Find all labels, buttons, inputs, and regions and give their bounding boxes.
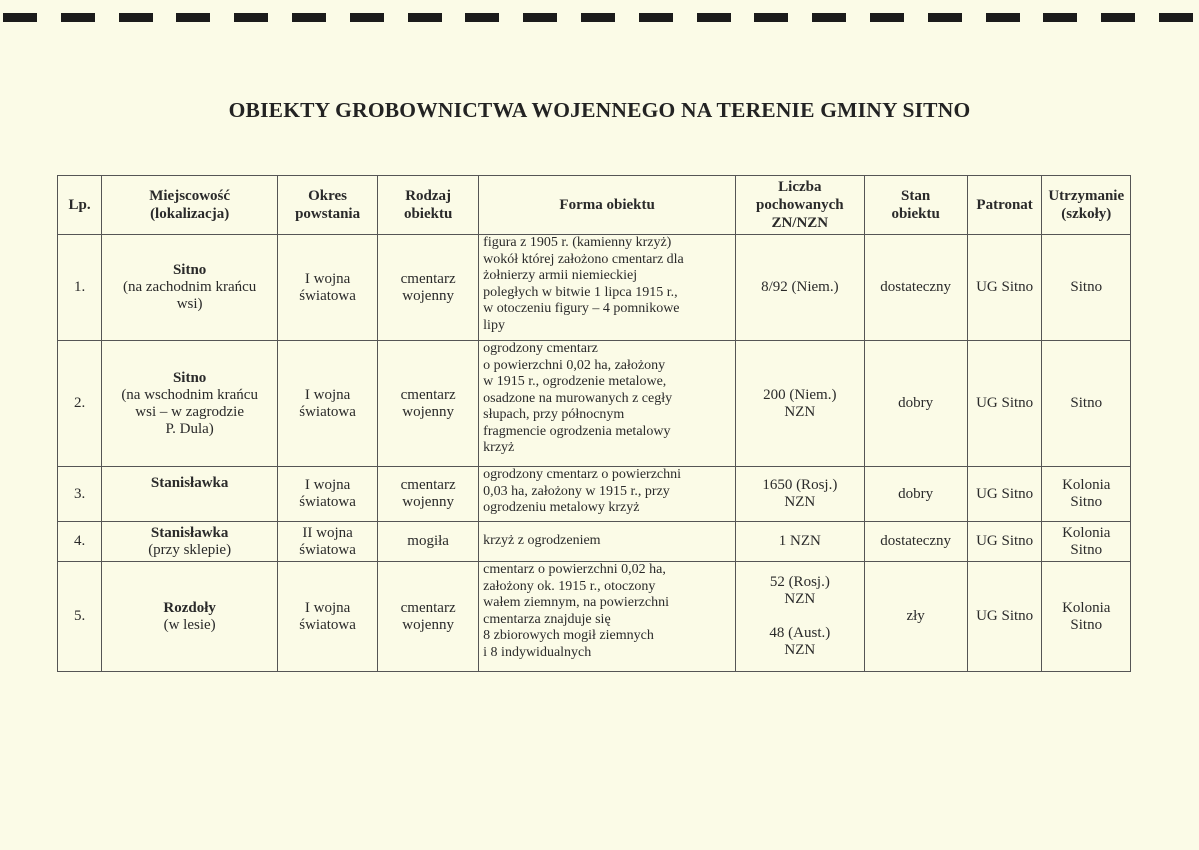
cell-lp: 5. xyxy=(58,562,102,672)
binding-hole xyxy=(119,13,153,22)
cell-lp: 3. xyxy=(58,467,102,522)
cell-stan: zły xyxy=(864,562,967,672)
cell-okres: I wojna światowa xyxy=(278,235,378,341)
binding-hole xyxy=(581,13,615,22)
header-miejscowosc: Miejscowość (lokalizacja) xyxy=(102,176,278,235)
header-stan: Stan obiektu xyxy=(864,176,967,235)
cell-liczba: 200 (Niem.) NZN xyxy=(736,341,864,467)
binding-hole xyxy=(234,13,268,22)
cell-utrzymanie: Sitno xyxy=(1042,341,1131,467)
cell-patronat: UG Sitno xyxy=(967,341,1042,467)
header-okres: Okres powstania xyxy=(278,176,378,235)
binding-hole xyxy=(639,13,673,22)
cell-utrzymanie: Sitno xyxy=(1042,235,1131,341)
cell-stan: dobry xyxy=(864,341,967,467)
cell-rodzaj: cmentarz wojenny xyxy=(378,467,479,522)
cell-forma: ogrodzony cmentarz o powierzchni 0,02 ha, założony w 1915 r., ogrodzenie metalowe, osadzone na murowanych z cegły słupach, przy północnym fragmencie ogrodzenia metalowy krzyż xyxy=(479,341,736,467)
cell-rodzaj: cmentarz wojenny xyxy=(378,235,479,341)
binding-hole xyxy=(350,13,384,22)
cell-utrzymanie: Kolonia Sitno xyxy=(1042,522,1131,562)
binding-hole xyxy=(870,13,904,22)
header-patronat: Patronat xyxy=(967,176,1042,235)
binding-hole xyxy=(408,13,442,22)
binding-hole xyxy=(1159,13,1193,22)
cell-liczba: 1 NZN xyxy=(736,522,864,562)
header-forma: Forma obiektu xyxy=(479,176,736,235)
binding-hole xyxy=(812,13,846,22)
cell-patronat: UG Sitno xyxy=(967,467,1042,522)
binding-hole xyxy=(697,13,731,22)
cell-lp: 2. xyxy=(58,341,102,467)
binding-hole xyxy=(1101,13,1135,22)
document-title: OBIEKTY GROBOWNICTWA WOJENNEGO NA TERENIE GMINY SITNO xyxy=(228,98,971,122)
cell-miejscowosc: Rozdoły (w lesie) xyxy=(102,562,278,672)
binding-hole xyxy=(523,13,557,22)
cell-miejscowosc: Stanisławka xyxy=(102,467,278,522)
cell-liczba: 52 (Rosj.) NZN 48 (Aust.) NZN xyxy=(736,562,864,672)
binding-hole xyxy=(176,13,210,22)
cell-liczba: 8/92 (Niem.) xyxy=(736,235,864,341)
binding-hole xyxy=(292,13,326,22)
table-row xyxy=(58,522,1131,562)
cell-forma: figura z 1905 r. (kamienny krzyż) wokół której założono cmentarz dla żołnierzy armii niemieckiej poległych w bitwie 1 lipca 1915 r., w otoczeniu figury – 4 pomnikowe lipy xyxy=(479,235,736,341)
cell-okres: II wojna światowa xyxy=(278,522,378,562)
cell-patronat: UG Sitno xyxy=(967,562,1042,672)
table-row xyxy=(58,562,1131,672)
cell-lp: 1. xyxy=(58,235,102,341)
binding-hole xyxy=(928,13,962,22)
cell-utrzymanie: Kolonia Sitno xyxy=(1042,562,1131,672)
cell-miejscowosc: Stanisławka (przy sklepie) xyxy=(102,522,278,562)
cell-rodzaj: cmentarz wojenny xyxy=(378,341,479,467)
binding-holes xyxy=(0,13,1199,23)
cell-patronat: UG Sitno xyxy=(967,235,1042,341)
cell-forma: cmentarz o powierzchni 0,02 ha, założony ok. 1915 r., otoczony wałem ziemnym, na powierzchni cmentarza znajduje się 8 zbiorowych mogił ziemnych i 8 indywidualnych xyxy=(479,562,736,672)
table-row xyxy=(58,235,1131,341)
cell-okres: I wojna światowa xyxy=(278,562,378,672)
header-rodzaj: Rodzaj obiektu xyxy=(378,176,479,235)
cell-forma: krzyż z ogrodzeniem xyxy=(479,522,736,562)
binding-hole xyxy=(61,13,95,22)
cell-stan: dostateczny xyxy=(864,522,967,562)
cell-forma: ogrodzony cmentarz o powierzchni 0,03 ha, założony w 1915 r., przy ogrodzeniu metalowy krzyż xyxy=(479,467,736,522)
cell-okres: I wojna światowa xyxy=(278,467,378,522)
cell-stan: dobry xyxy=(864,467,967,522)
header-lp: Lp. xyxy=(58,176,102,235)
table-row xyxy=(58,467,1131,522)
binding-hole xyxy=(986,13,1020,22)
cell-lp: 4. xyxy=(58,522,102,562)
war-graves-table xyxy=(57,175,1131,672)
cell-miejscowosc: Sitno (na zachodnim krańcu wsi) xyxy=(102,235,278,341)
cell-liczba: 1650 (Rosj.) NZN xyxy=(736,467,864,522)
header-liczba: Liczba pochowanych ZN/NZN xyxy=(736,176,864,235)
table-row xyxy=(58,341,1131,467)
binding-hole xyxy=(754,13,788,22)
cell-okres: I wojna światowa xyxy=(278,341,378,467)
cell-stan: dostateczny xyxy=(864,235,967,341)
binding-hole xyxy=(1043,13,1077,22)
binding-hole xyxy=(3,13,37,22)
header-utrzymanie: Utrzymanie (szkoły) xyxy=(1042,176,1131,235)
cell-patronat: UG Sitno xyxy=(967,522,1042,562)
cell-rodzaj: mogiła xyxy=(378,522,479,562)
cell-miejscowosc: Sitno (na wschodnim krańcu wsi – w zagrodzie P. Dula) xyxy=(102,341,278,467)
header-row xyxy=(58,176,1131,235)
cell-rodzaj: cmentarz wojenny xyxy=(378,562,479,672)
cell-utrzymanie: Kolonia Sitno xyxy=(1042,467,1131,522)
binding-hole xyxy=(465,13,499,22)
